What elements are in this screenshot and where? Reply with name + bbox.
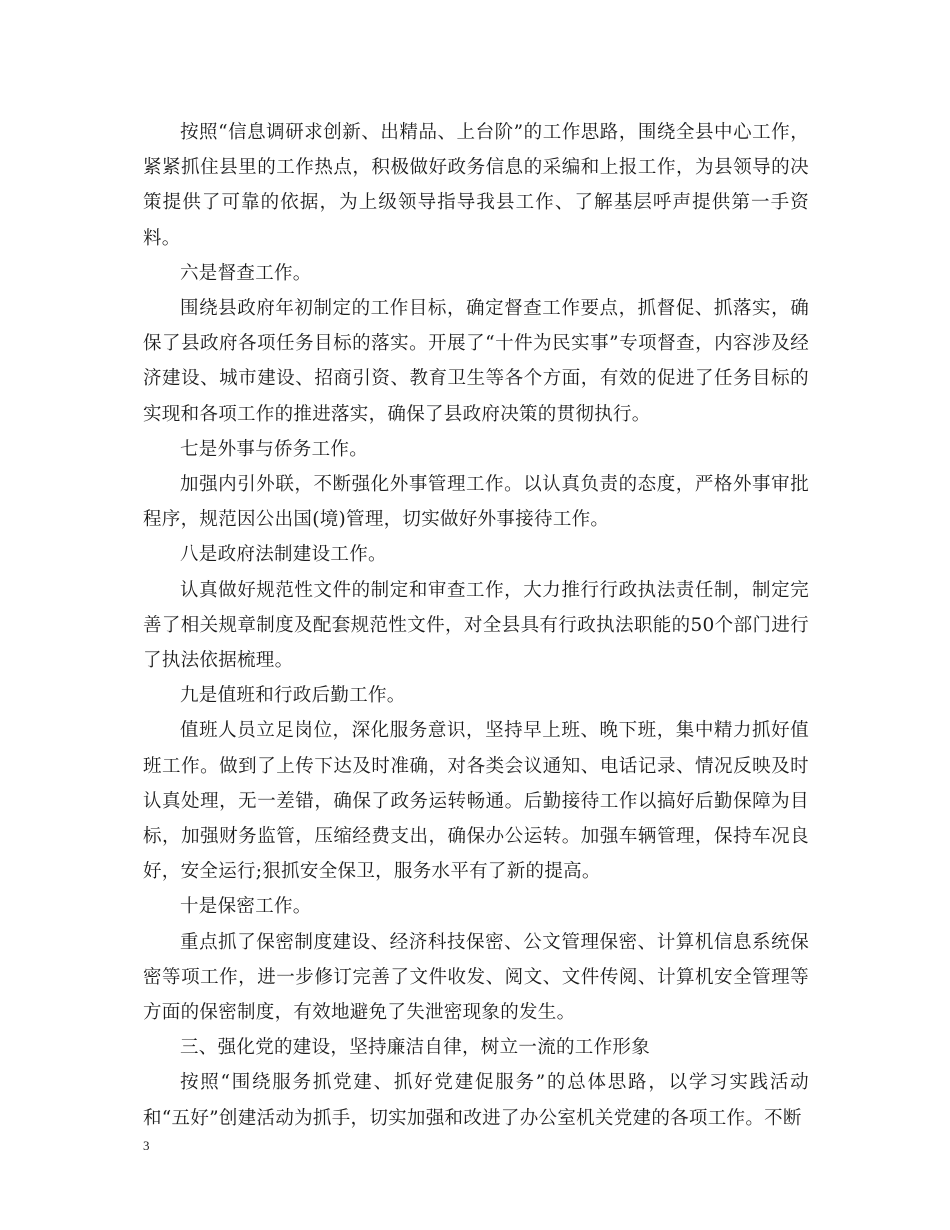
document-body — [143, 115, 809, 1136]
heading-party-building: 三、强化党的建设，坚持廉洁自律，树立一流的工作形象 — [180, 1037, 651, 1059]
page-number: 3 — [143, 1138, 150, 1153]
paragraph-foreign-affairs: 加强内引外联，不断强化外事管理工作。以认真负责的态度，严格外事审批程序，规范因公出国(境)管理，切实做好外事接待工作。 — [143, 474, 809, 531]
paragraph-info-research: 按照“信息调研求创新、出精品、上台阶”的工作思路，围绕全县中心工作，紧紧抓住县里的工作热点，积极做好政务信息的采编和上报工作，为县领导的决策提供了可靠的依据，为上级领导指导我县工作、了解基层呼声提供第一手资料。 — [143, 122, 809, 249]
paragraph-supervision: 围绕县政府年初制定的工作目标，确定督查工作要点，抓督促、抓落实，确保了县政府各项任务目标的落实。开展了“十件为民实事”专项督查，内容涉及经济建设、城市建设、招商引资、教育卫生等各个方面，有效的促进了任务目标的实现和各项工作的推进落实，确保了县政府决策的贯彻执行。 — [143, 298, 809, 425]
heading-foreign-affairs: 七是外事与侨务工作。 — [180, 438, 369, 460]
heading-duty-logistics: 九是值班和行政后勤工作。 — [180, 685, 406, 707]
heading-legal-system: 八是政府法制建设工作。 — [180, 544, 387, 566]
paragraph-party-building: 按照“围绕服务抓党建、抓好党建促服务”的总体思路，以学习实践活动和“五好”创建活动为抓手，切实加强和改进了办公室机关党建的各项工作。不断 — [143, 1072, 809, 1129]
heading-supervision: 六是督查工作。 — [180, 262, 312, 284]
paragraph-confidentiality: 重点抓了保密制度建设、经济科技保密、公文管理保密、计算机信息系统保密等项工作，进一步修订完善了文件收发、阅文、文件传阅、计算机安全管理等方面的保密制度，有效地避免了失泄密现象的发生。 — [143, 931, 809, 1024]
paragraph-duty-logistics: 值班人员立足岗位，深化服务意识，坚持早上班、晚下班，集中精力抓好值班工作。做到了上传下达及时准确，对各类会议通知、电话记录、情况反映及时认真处理，无一差错，确保了政务运转畅通。后勤接待工作以搞好后勤保障为目标，加强财务监管，压缩经费支出，确保办公运转。加强车辆管理，保持车况良好，安全运行;狠抓安全保卫，服务水平有了新的提高。 — [143, 720, 809, 883]
paragraph-legal-system: 认真做好规范性文件的制定和审查工作，大力推行行政执法责任制，制定完善了相关规章制度及配套规范性文件，对全县具有行政执法职能的50个部门进行了执法依据梳理。 — [143, 579, 809, 672]
heading-confidentiality: 十是保密工作。 — [180, 896, 312, 918]
